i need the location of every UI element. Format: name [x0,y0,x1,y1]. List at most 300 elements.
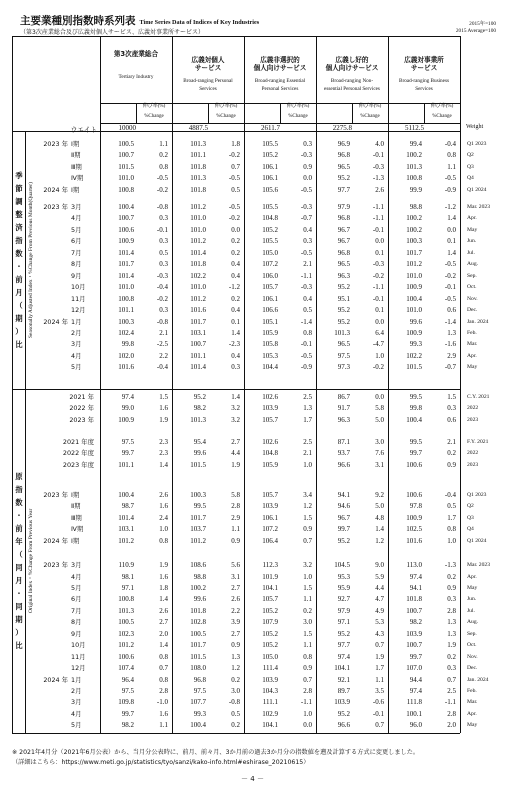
row-change-value: 1.4 [159,595,168,604]
row-index-value: 100.5 [118,618,134,627]
row-index-value: 96.8 [337,151,350,160]
row-period: 1月 [71,317,82,326]
row-index-value: 101.9 [262,572,278,581]
column-title-en: Services [415,86,433,92]
row-index-value: 103.9 [262,675,278,684]
row-index-value: 97.9 [337,203,350,211]
row-year: 2021 年度 [62,438,94,446]
row-index-value: 101.7 [406,248,422,257]
row-change-value: 0.4 [231,260,240,269]
row-change-value: 1.6 [159,709,168,718]
row-index-value: 101.3 [334,328,350,337]
row-change-value: -1.4 [444,317,456,326]
group-title-char: 調 [15,197,23,206]
row-period: Ⅳ期 [71,525,84,534]
row-change-value: 0.7 [375,641,384,650]
row-index-value: 92.7 [337,595,350,604]
row-index-value: 101.4 [190,248,206,257]
row-period: 4月 [71,572,82,581]
row-change-value: 4.0 [375,140,384,148]
row-index-value: 95.4 [193,438,206,446]
row-index-value: 94.6 [337,502,350,511]
group-title-char: 月 [15,288,23,297]
row-change-value: -1.1 [372,283,384,292]
row-index-value: 105.8 [262,340,278,349]
row-index-value: 106.1 [262,294,278,303]
row-index-value: 101.2 [118,641,134,650]
row-index-value: 105.9 [262,328,278,337]
row-index-value: 107.7 [190,698,206,707]
row-label-en: C.Y. 2021 [467,394,490,400]
row-index-value: 101.0 [118,174,134,183]
row-period: 8月 [71,260,82,269]
page-number: － 4 － [241,775,264,783]
row-change-value: 0.0 [375,393,384,401]
table-row [0,652,505,663]
row-index-value: 105.2 [262,151,278,160]
row-index-value: 105.5 [262,203,278,211]
row-year: 2024 年 [43,675,68,684]
row-change-value: 1.2 [375,536,384,545]
row-change-value: 9.2 [375,491,384,499]
row-index-value: 100.7 [190,340,206,349]
row-index-value: 100.7 [118,151,134,160]
row-index-value: 97.8 [409,502,422,511]
row-label-en: Apr. [467,215,477,222]
row-index-value: 101.8 [190,606,206,615]
row-index-value: 95.2 [337,174,350,183]
row-change-value: 1.0 [303,572,312,581]
row-index-value: 100.2 [190,583,206,592]
row-index-value: 104.8 [262,214,278,223]
table-row [0,305,505,316]
row-change-value: 5.3 [375,618,384,627]
row-change-value: 1.5 [303,513,312,522]
row-change-value: 3.2 [303,561,312,569]
row-period: Ⅱ期 [71,502,81,511]
row-index-value: 103.9 [406,629,422,638]
row-change-value: 0.8 [447,151,456,160]
row-change-value: 0.8 [447,525,456,534]
row-change-value: -0.5 [444,174,456,183]
row-change-value: 2.4 [159,513,168,522]
row-change-value: 1.4 [447,214,456,223]
row-change-value: 1.0 [375,351,384,360]
row-change-value: 3.4 [303,491,312,499]
row-index-value: 99.7 [121,709,134,718]
row-index-value: 101.0 [118,283,134,292]
row-change-value: 2.9 [231,513,240,522]
row-change-value: -1.3 [444,561,456,569]
table-row [0,328,505,339]
row-change-value: 2.3 [159,449,168,458]
row-change-value: 0.0 [231,225,240,234]
row-change-value: 0.3 [303,140,312,148]
row-index-value: 93.7 [337,449,350,458]
row-year: 2023 年 [43,491,68,499]
row-label-en: Apr. [467,710,477,717]
row-index-value: 97.3 [337,363,350,372]
row-index-value: 99.5 [409,393,422,401]
row-index-value: 100.6 [118,652,134,661]
row-index-value: 105.7 [262,415,278,424]
row-index-value: 97.4 [337,652,350,661]
row-change-value: -2.3 [228,340,240,349]
group-title-char: 前 [15,524,23,533]
row-change-value: 3.1 [375,460,384,469]
title-en: Time Series Data of Indices of Key Industries [139,19,260,26]
row-label-en: Q1 2024 [467,537,487,544]
row-period: Ⅰ期 [71,140,80,148]
row-change-value: 1.8 [231,140,240,148]
row-change-value: 1.1 [303,641,312,650]
table-row [0,294,505,305]
row-period: 12月 [71,306,86,315]
table-row [0,501,505,512]
row-index-value: 94.4 [409,675,422,684]
row-index-value: 96.4 [121,675,134,684]
base-year-en: 2015 Average=100 [455,28,496,34]
weight-value: 2611.7 [261,124,280,132]
row-index-value: 100.2 [406,214,422,223]
row-index-value: 102.4 [118,328,134,337]
table-row [0,697,505,708]
row-change-value: 0.4 [303,225,312,234]
row-index-value: 95.2 [337,709,350,718]
row-index-value: 101.1 [118,460,134,469]
row-label-en: May [467,364,478,371]
row-change-value: 0.6 [447,306,456,315]
row-change-value: 1.3 [447,629,456,638]
row-change-value: 0.1 [375,306,384,315]
row-change-value: 0.7 [447,675,456,684]
row-change-value: 2.7 [231,438,240,446]
row-index-value: 100.9 [406,513,422,522]
row-change-value: 0.2 [447,572,456,581]
row-change-value: -0.5 [300,351,312,360]
row-change-value: 6.4 [375,328,384,337]
group-title-char: 数 [15,249,23,258]
row-change-value: -0.1 [372,151,384,160]
row-index-value: 96.8 [337,248,350,257]
row-label-en: Jul. [467,249,475,256]
row-index-value: 105.6 [262,185,278,194]
row-index-value: 86.7 [337,393,350,401]
row-change-value: -0.3 [372,162,384,171]
row-index-value: 105.0 [262,652,278,661]
row-change-value: -0.1 [372,294,384,303]
group-title-char: 節 [15,184,23,193]
row-index-value: 103.7 [190,525,206,534]
row-change-value: -1.3 [372,174,384,183]
row-index-value: 99.3 [193,709,206,718]
row-index-value: 94.1 [409,583,422,592]
row-change-value: -1.1 [300,698,312,707]
row-change-value: -0.2 [156,185,168,194]
row-index-value: 89.7 [337,687,350,695]
row-index-value: 105.7 [262,595,278,604]
table-row [0,248,505,259]
page-title [20,13,259,28]
row-change-value: -1.1 [444,698,456,707]
row-change-value: 4.4 [375,583,384,592]
title-jp: 主要業種別指数時系列表 [20,15,136,27]
row-period: 6月 [71,237,82,246]
row-period: 5月 [71,363,82,372]
row-period: 3月 [71,340,82,349]
row-period: Ⅰ期 [71,185,80,194]
row-index-value: 102.2 [190,271,206,280]
row-change-value: -0.4 [444,140,456,148]
row-index-value: 95.2 [193,393,206,401]
row-change-value: 4.4 [231,449,240,458]
row-label-en: Q1 2023 [467,141,487,147]
row-change-value: 4.8 [375,513,384,522]
table-row [0,524,505,535]
row-index-value: 101.5 [190,652,206,661]
row-label-en: Sep. [467,272,477,279]
row-index-value: 113.0 [406,561,422,569]
row-change-value: 1.0 [303,709,312,718]
row-change-value: -0.4 [156,363,168,372]
row-index-value: 102.9 [262,709,278,718]
row-index-value: 101.2 [190,536,206,545]
row-index-value: 105.2 [262,641,278,650]
row-change-value: -0.5 [300,248,312,257]
row-change-value: -0.2 [156,294,168,303]
row-period: 6月 [71,595,82,604]
group-title-char: 季 [15,171,23,180]
row-label-en: Q1 2024 [467,186,487,193]
row-change-value: -0.4 [156,283,168,292]
row-label-en: Nov. [467,653,478,660]
row-index-value: 100.4 [118,203,134,211]
row-change-value: -0.2 [372,271,384,280]
row-index-value: 103.1 [190,328,206,337]
row-period: 3月 [71,561,82,569]
table-row [0,513,505,524]
row-change-value: 0.6 [447,415,456,424]
row-change-value: 0.5 [159,248,168,257]
group-divider [12,389,460,390]
row-change-value: 0.2 [159,151,168,160]
row-index-value: 100.6 [406,491,422,499]
row-change-value: 1.9 [159,561,168,569]
row-index-value: 102.5 [406,525,422,534]
row-change-value: 0.9 [303,664,312,672]
row-index-value: 99.4 [409,140,422,148]
weight-value: 5112.5 [405,124,424,132]
row-change-value: 2.8 [447,606,456,615]
footnote-line2: （詳細はこちら：https://www.meti.go.jp/statistics/tyo/sanzi/kako-info.html#eshirase_20210615） [12,759,310,766]
row-index-value: 100.8 [118,185,134,194]
change-label-en: %Change [360,114,380,119]
row-change-value: -0.8 [156,317,168,326]
row-index-value: 101.6 [190,306,206,315]
row-period: 11月 [71,652,86,661]
row-index-value: 104.5 [334,561,350,569]
row-index-value: 101.2 [190,237,206,246]
row-index-value: 101.2 [406,260,422,269]
row-period: 11月 [71,294,86,303]
row-change-value: 3.0 [231,687,240,695]
row-change-value: -0.3 [156,271,168,280]
row-index-value: 101.4 [118,248,134,257]
row-change-value: 3.2 [231,404,240,413]
row-label-en: F.Y. 2021 [467,439,489,445]
row-year: 2023 年 [43,561,68,569]
row-index-value: 96.5 [337,340,350,349]
row-change-value: 1.3 [231,652,240,661]
group-title-en: Original Index・%Change From Previous Year [28,508,34,614]
table-row [0,606,505,617]
row-index-value: 107.2 [262,525,278,534]
row-index-value: 99.9 [409,185,422,194]
row-year: 2023 年度 [62,460,94,469]
row-index-value: 99.6 [193,595,206,604]
row-change-value: 4.3 [375,629,384,638]
group-title-char: （ [15,301,23,310]
row-index-value: 98.2 [193,404,206,413]
row-index-value: 105.2 [262,629,278,638]
row-label-en: Q4 [467,175,474,182]
row-index-value: 95.2 [337,283,350,292]
row-change-value: 1.0 [159,525,168,534]
row-change-value: -0.5 [444,260,456,269]
row-label-en: Q2 [467,503,474,510]
row-period: 4月 [71,351,82,360]
row-change-value: 0.3 [447,404,456,413]
row-index-value: 100.9 [118,415,134,424]
row-index-value: 96.5 [337,162,350,171]
row-index-value: 101.0 [190,214,206,223]
row-index-value: 106.0 [262,271,278,280]
group-title-char: 月 [15,576,23,585]
row-index-value: 99.7 [121,449,134,458]
table-row [0,185,505,196]
row-change-value: 3.9 [231,618,240,627]
row-change-value: 1.5 [159,393,168,401]
row-change-value: 0.3 [231,363,240,372]
row-change-value: 0.9 [303,525,312,534]
row-change-value: 7.6 [375,449,384,458]
row-change-value: -0.1 [372,709,384,718]
change-label-en: %Change [216,114,236,119]
row-index-value: 101.4 [190,363,206,372]
row-index-value: 99.7 [337,525,350,534]
row-change-value: 1.3 [447,328,456,337]
row-change-value: 0.5 [447,502,456,511]
row-index-value: 101.3 [190,140,206,148]
row-change-value: 1.6 [159,404,168,413]
row-index-value: 102.2 [406,351,422,360]
row-change-value: 0.3 [447,595,456,604]
row-index-value: 97.1 [121,583,134,592]
table-row [0,173,505,184]
row-index-value: 99.6 [193,449,206,458]
row-index-value: 100.4 [406,415,422,424]
table-row [0,594,505,605]
row-index-value: 105.1 [262,317,278,326]
row-change-value: -0.7 [444,363,456,372]
row-label-en: Oct. [467,284,477,291]
row-change-value: 1.7 [375,664,384,672]
row-index-value: 96.7 [337,237,350,246]
row-change-value: -0.6 [372,698,384,707]
row-label-en: Jul. [467,607,475,614]
row-change-value: 0.8 [303,652,312,661]
row-period: 7月 [71,606,82,615]
row-change-value: -1.1 [372,203,384,211]
group-title-char: 前 [15,275,23,284]
table-row [0,202,505,213]
row-index-value: 101.2 [118,536,134,545]
row-index-value: 97.4 [409,687,422,695]
row-change-value: 0.2 [231,675,240,684]
table-row [0,282,505,293]
row-change-value: 2.8 [231,502,240,511]
row-index-value: 100.7 [406,606,422,615]
row-change-value: 2.2 [159,351,168,360]
row-index-value: 101.5 [118,162,134,171]
row-change-value: 0.7 [231,162,240,171]
row-index-value: 105.5 [262,140,278,148]
row-change-value: 5.0 [375,502,384,511]
row-index-value: 98.2 [409,618,422,627]
row-period: 9月 [71,629,82,638]
row-index-value: 101.1 [190,151,206,160]
group-title-char: 整 [15,210,23,219]
row-index-value: 100.6 [118,225,134,234]
row-index-value: 100.4 [406,294,422,303]
row-change-value: 1.9 [447,641,456,650]
row-change-value: 0.7 [375,721,384,730]
row-change-value: 2.2 [231,606,240,615]
row-change-value: 0.3 [159,214,168,223]
row-change-value: 0.9 [231,536,240,545]
row-period: 4月 [71,214,82,223]
row-change-value: 1.3 [447,618,456,627]
row-change-value: 1.9 [375,652,384,661]
row-change-value: 1.7 [447,513,456,522]
row-index-value: 101.0 [190,225,206,234]
row-change-value: 2.1 [303,449,312,458]
row-index-value: 101.4 [118,513,134,522]
row-year: 2022 年 [69,404,94,413]
row-change-value: 1.2 [303,502,312,511]
row-index-value: 96.8 [193,675,206,684]
row-index-value: 103.9 [262,404,278,413]
table-row [0,720,505,731]
row-index-value: 107.0 [406,664,422,672]
row-index-value: 101.0 [406,306,422,315]
table-row [0,236,505,247]
row-year: 2023 年 [43,203,68,211]
row-index-value: 108.0 [190,664,206,672]
row-index-value: 106.1 [262,174,278,183]
row-index-value: 99.8 [409,404,422,413]
row-change-value: 2.9 [447,351,456,360]
row-index-value: 105.3 [262,351,278,360]
row-index-value: 105.9 [262,460,278,469]
row-index-value: 98.8 [409,203,422,211]
column-title-jp: サービス [194,64,222,72]
row-year: 2024 年 [43,536,68,545]
row-change-value: 1.6 [159,572,168,581]
row-period: 8月 [71,618,82,627]
row-change-value: 0.9 [447,460,456,469]
row-change-value: -0.5 [156,174,168,183]
